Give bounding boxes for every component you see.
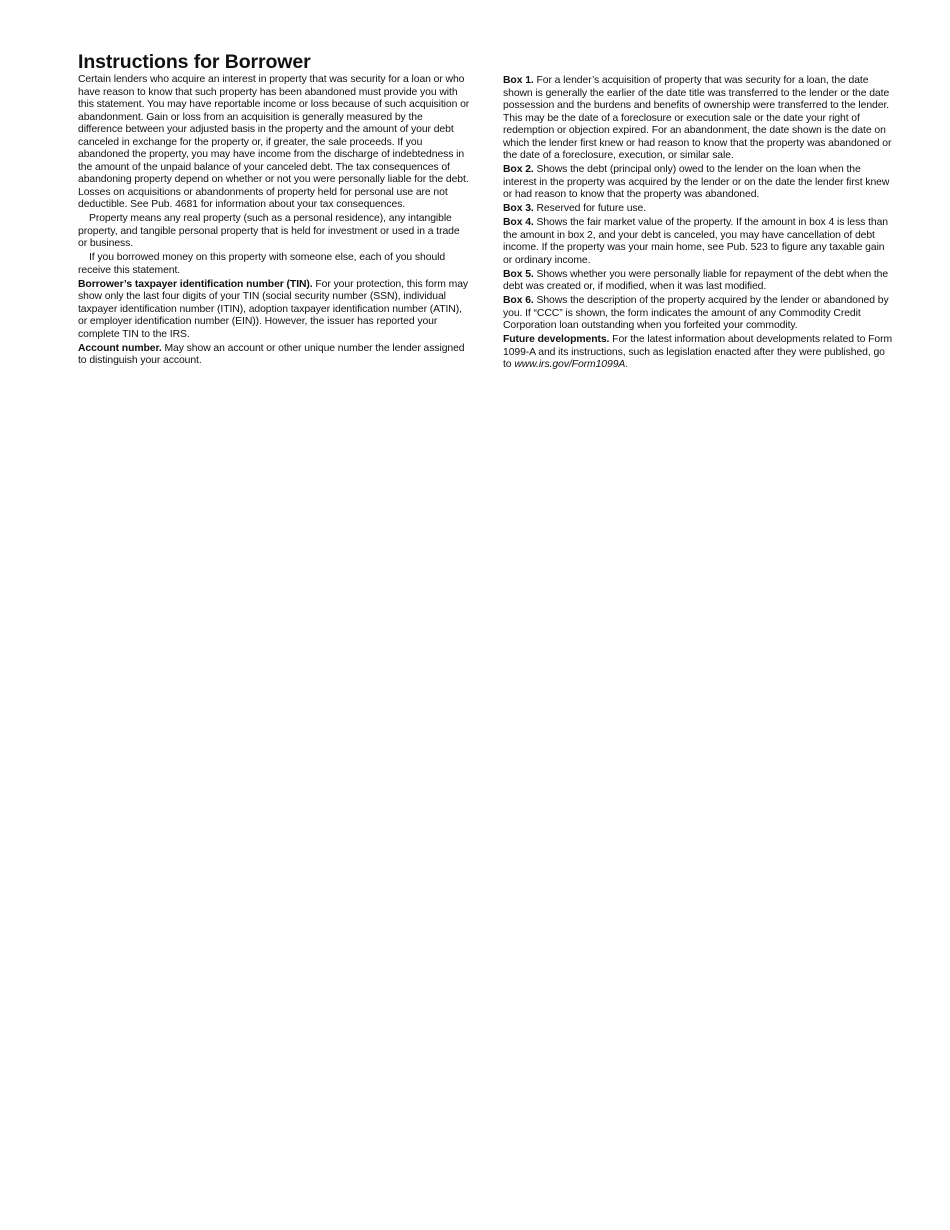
account-number-paragraph: [78, 343, 470, 368]
box4-paragraph: [503, 217, 895, 267]
future-developments-paragraph: [503, 334, 895, 372]
future-developments-end: .: [625, 359, 629, 370]
box4-text: Shows the fair market value of the property. If the amount in box 4 is less than the amount in box 2, and your debt is canceled, you may have cancellation of debt income. If the property was your main home, see Pub. 523 to figure any taxable gain or ordinary income.: [503, 217, 889, 266]
box3-paragraph: [503, 203, 895, 216]
intro-paragraph: Certain lenders who acquire an interest in property that was security for a loan or who have reason to know that such property has been abandoned must provide you with this statement. You may have reportable income or loss because of such acquisition or abandonment. Gain or loss from an acquisition is generally measured by the difference between your adjusted basis in the property and the amount of your debt canceled in exchange for the property or, if greater, the sale proceeds. If you abandoned the property, you may have income from the discharge of indebtedness in the amount of the unpaid balance of your canceled debt. The tax consequences of abandoning property depend on whether or not you were personally liable for the debt. Losses on acquisitions or abandonments of property held for personal use are not deductible. See Pub. 4681 for information about your tax consequences.: [78, 74, 470, 210]
future-developments-heading: Future developments.: [503, 334, 610, 345]
irs-form-url-link[interactable]: www.irs.gov/Form1099A: [514, 359, 626, 370]
tin-heading: Borrower’s taxpayer identification number (TIN).: [78, 278, 313, 290]
box1-heading: Box 1.: [503, 75, 534, 86]
box3-text: Reserved for future use.: [533, 203, 647, 214]
future-developments-text: For the latest information about developments related to Form 1099-A and its instructions, such as legislation enacted after they were published, go to: [503, 334, 893, 370]
account-number-text: May show an account or other unique number the lender assigned to distinguish your account.: [78, 342, 465, 366]
page-title: Instructions for Borrower: [78, 51, 311, 73]
box5-text: Shows whether you were personally liable for repayment of the debt when the debt was created or, if modified, when it was last modified.: [503, 268, 889, 292]
box2-paragraph: [503, 164, 895, 202]
box2-heading: Box 2.: [503, 164, 534, 175]
box6-heading: Box 6.: [503, 295, 534, 306]
box6-paragraph: [503, 295, 895, 333]
box1-text: For a lender’s acquisition of property that was security for a loan, the date shown is generally the earlier of the date title was transferred to the lender or the date possession and the burdens and benefits of ownership were transferred to the lender. This may be the date of a foreclosure or execution sale or the date your right of redemption or objection expired. For an abandonment, the date shown is the date on which the lender first knew or had reason to know that the property was abandoned or the date of a foreclosure, execution, or similar sale.: [503, 75, 892, 161]
box3-heading: Box 3.: [503, 203, 534, 214]
box5-heading: Box 5.: [503, 268, 534, 280]
box5-paragraph: [503, 269, 895, 294]
co-borrower-paragraph: If you borrowed money on this property with someone else, each of you should receive this statement.: [78, 252, 446, 276]
property-definition-paragraph: Property means any real property (such as a personal residence), any intangible property, and tangible personal property that is held for investment or used in a trade or business.: [78, 213, 460, 249]
left-column: [78, 74, 470, 369]
box4-heading: Box 4.: [503, 217, 534, 228]
box2-text: Shows the debt (principal only) owed to the lender on the loan when the interest in the property was acquired by the lender or on the date the lender first knew or had reason to know that the property was abandoned.: [503, 164, 890, 200]
tin-paragraph: [78, 279, 470, 342]
tin-text: For your protection, this form may show only the last four digits of your TIN (social security number (SSN), individual taxpayer identification number (ITIN), adoption taxpayer identification number (ATIN), or employer identification number (EIN)). However, the issuer has reported your complete TIN to the IRS.: [78, 278, 469, 340]
box1-paragraph: [503, 75, 895, 163]
box6-text: Shows the description of the property acquired by the lender or abandoned by you. If “CCC” is shown, the form indicates the amount of any Commodity Credit Corporation loan outstanding when you forfeited your commodity.: [503, 295, 889, 331]
right-column: [503, 75, 895, 373]
account-number-heading: Account number.: [78, 342, 162, 354]
